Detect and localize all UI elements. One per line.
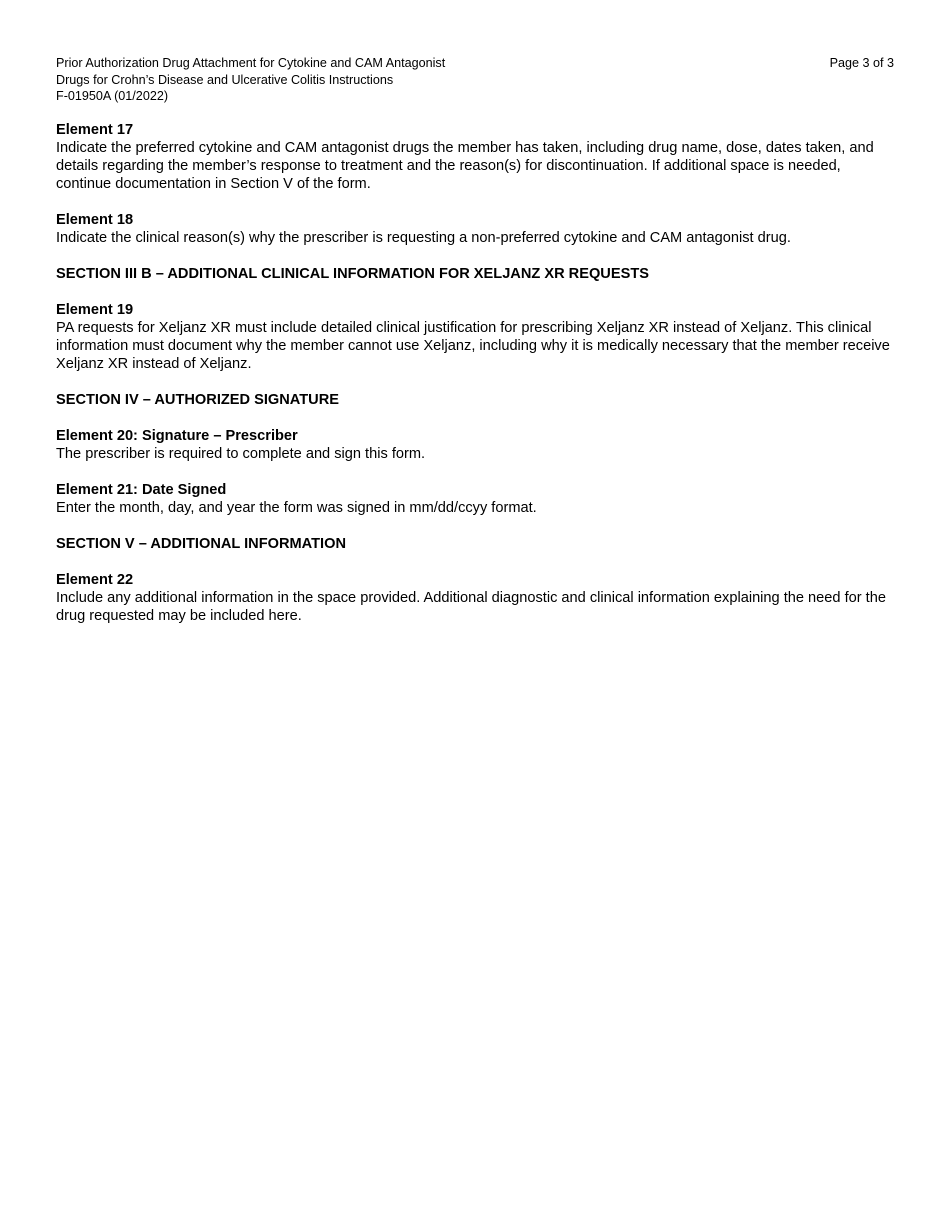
element-20-heading: Element 20: Signature – Prescriber — [56, 427, 298, 444]
element-17-block — [56, 121, 894, 193]
element-22-text: Include any additional information in the space provided. Additional diagnostic and clinical information explaining the need for the drug requested may be included here. — [56, 589, 886, 624]
form-title-line-1: Prior Authorization Drug Attachment for Cytokine and CAM Antagonist — [56, 56, 446, 70]
element-22-block — [56, 571, 894, 625]
element-19-text: PA requests for Xeljanz XR must include detailed clinical justification for prescribing Xeljanz XR instead of Xeljanz. This clinical information must document why the member cannot use Xeljanz, including why it is medically necessary that the member receive Xeljanz XR instead of Xeljanz. — [56, 319, 890, 372]
section-3b-heading: SECTION III B – ADDITIONAL CLINICAL INFORMATION FOR XELJANZ XR REQUESTS — [56, 265, 649, 282]
element-18-block — [56, 211, 894, 247]
document-page — [56, 55, 894, 643]
page-header — [56, 55, 894, 105]
form-title — [56, 55, 656, 105]
form-number: F-01950A (01/2022) — [56, 89, 169, 103]
instructions-content — [56, 121, 894, 625]
element-19-heading: Element 19 — [56, 301, 134, 318]
section-4-heading: SECTION IV – AUTHORIZED SIGNATURE — [56, 391, 339, 408]
element-17-text: Indicate the preferred cytokine and CAM antagonist drugs the member has taken, including drug name, dose, dates taken, and details regarding the member’s response to treatment and the reason(s) for discontinuation. If additional space is needed, continue documentation in Section V of the form. — [56, 139, 874, 192]
element-21-block — [56, 481, 894, 517]
form-title-line-2: Drugs for Crohn’s Disease and Ulcerative Colitis Instructions — [56, 72, 394, 87]
element-21-text: Enter the month, day, and year the form was signed in mm/dd/ccyy format. — [56, 499, 537, 516]
element-17-heading: Element 17 — [56, 121, 134, 138]
element-18-text: Indicate the clinical reason(s) why the prescriber is requesting a non-preferred cytokine and CAM antagonist drug. — [56, 229, 791, 246]
element-19-block — [56, 301, 894, 373]
element-20-text: The prescriber is required to complete and sign this form. — [56, 445, 426, 462]
element-18-heading: Element 18 — [56, 211, 134, 228]
element-21-heading: Element 21: Date Signed — [56, 481, 227, 498]
element-20-block — [56, 427, 894, 463]
element-22-heading: Element 22 — [56, 571, 134, 588]
section-5-heading: SECTION V – ADDITIONAL INFORMATION — [56, 535, 346, 552]
page-number: Page 3 of 3 — [829, 56, 894, 70]
